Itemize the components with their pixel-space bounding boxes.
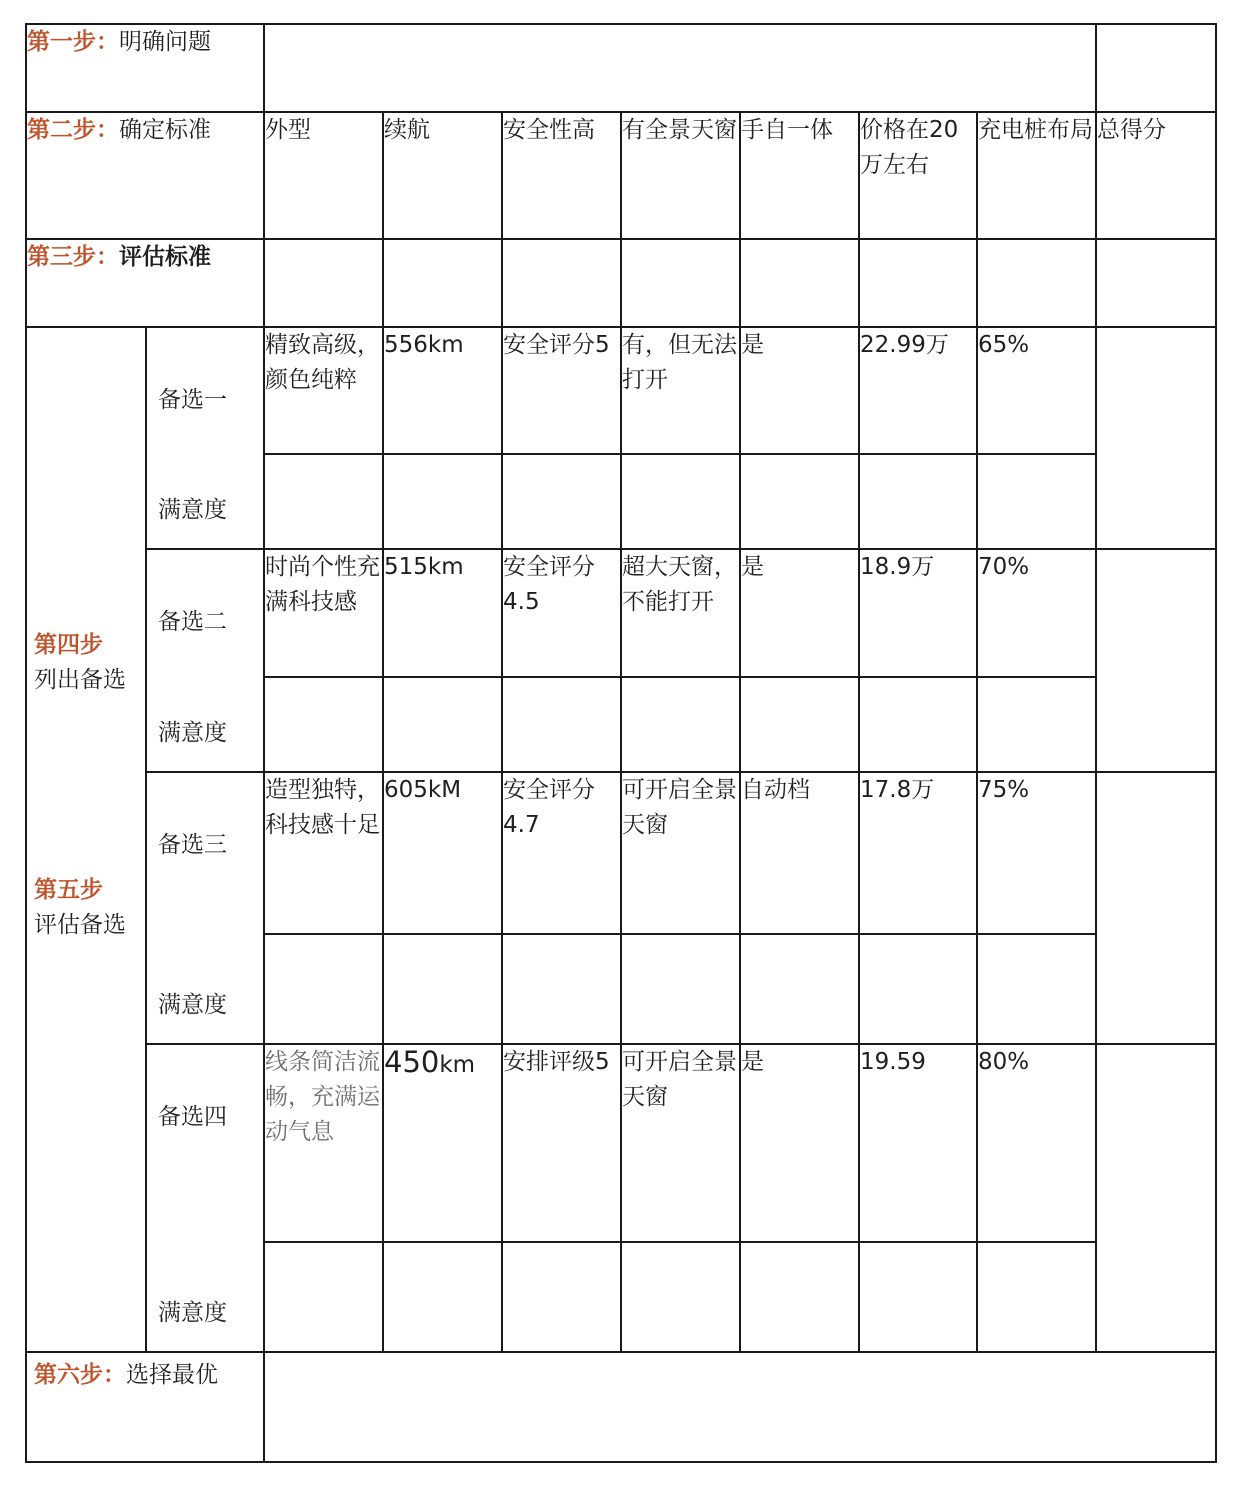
satisfaction-cell [977, 1242, 1096, 1352]
value-cell: 有，但无法打开 [621, 327, 740, 454]
step6-cell [26, 1352, 264, 1462]
criterion-header: 充电桩布局 [977, 112, 1096, 239]
value-cell: 18.9万 [859, 549, 977, 677]
value-cell: 安全评分 4.7 [502, 772, 621, 934]
step3-text: 评估标准 [119, 244, 211, 270]
criterion-header: 续航 [383, 112, 502, 239]
satisfaction-cell [383, 677, 502, 772]
alt2-values-row [26, 549, 1216, 677]
weight-cell [264, 239, 383, 327]
alt4-total-cell [1096, 1044, 1216, 1352]
alt2-name: 备选二 [158, 609, 227, 635]
value-cell: 是 [740, 327, 859, 454]
satisfaction-cell [859, 1242, 977, 1352]
step3-label: 第三步： [27, 244, 119, 270]
value-cell: 515km [383, 549, 502, 677]
step2-row [26, 112, 1216, 239]
alt3-label-cell [146, 772, 264, 1044]
value-cell: 安全评分 4.5 [502, 549, 621, 677]
satisfaction-cell [264, 1242, 383, 1352]
value-cell: 安全评分5 [502, 327, 621, 454]
step1-row [26, 24, 1216, 112]
decision-table [25, 23, 1217, 1463]
satisfaction-cell [621, 1242, 740, 1352]
alt1-values-row [26, 327, 1216, 454]
step2-text: 确定标准 [119, 117, 211, 143]
alt2-label-cell [146, 549, 264, 772]
step4-5-cell [26, 327, 146, 1352]
alt4-values-row [26, 1044, 1216, 1242]
alt4-label-cell [146, 1044, 264, 1352]
satisfaction-cell [502, 677, 621, 772]
range-unit: km [439, 1052, 476, 1078]
value-cell: 线条简洁流畅，充满运动气息 [264, 1044, 383, 1242]
value-cell: 17.8万 [859, 772, 977, 934]
criterion-header: 安全性高 [502, 112, 621, 239]
alt3-values-row [26, 772, 1216, 934]
value-cell: 造型独特，科技感十足 [264, 772, 383, 934]
satisfaction-cell [977, 677, 1096, 772]
value-cell: 时尚个性充满科技感 [264, 549, 383, 677]
satisfaction-cell [740, 454, 859, 549]
value-cell: 65% [977, 327, 1096, 454]
satisfaction-cell [859, 454, 977, 549]
satisfaction-cell [264, 677, 383, 772]
step3-row [26, 239, 1216, 327]
value-cell: 超大天窗，不能打开 [621, 549, 740, 677]
value-cell: 19.59 [859, 1044, 977, 1242]
step4-label: 第四步 [34, 632, 103, 658]
step1-cell [26, 24, 264, 112]
range-value: 450 [384, 1045, 440, 1079]
satisfaction-cell [859, 934, 977, 1044]
alt1-satisfaction-label: 满意度 [158, 497, 227, 523]
criterion-header: 有全景天窗 [621, 112, 740, 239]
weight-cell [502, 239, 621, 327]
value-cell: 22.99万 [859, 327, 977, 454]
value-cell: 80% [977, 1044, 1096, 1242]
step1-answer-cell [264, 24, 1096, 112]
satisfaction-cell [264, 454, 383, 549]
alt3-name: 备选三 [158, 832, 227, 858]
satisfaction-cell [977, 454, 1096, 549]
step1-label: 第一步： [27, 29, 119, 55]
alt2-total-cell [1096, 549, 1216, 772]
criterion-header: 价格在20万左右 [859, 112, 977, 239]
satisfaction-cell [859, 677, 977, 772]
value-cell: 70% [977, 549, 1096, 677]
alt2-satisfaction-label: 满意度 [158, 720, 227, 746]
satisfaction-cell [740, 934, 859, 1044]
value-cell [383, 1044, 502, 1242]
alt4-satisfaction-label: 满意度 [158, 1300, 227, 1326]
weight-cell [740, 239, 859, 327]
weight-cell [621, 239, 740, 327]
value-cell: 75% [977, 772, 1096, 934]
weight-cell [1096, 239, 1216, 327]
value-cell: 自动档 [740, 772, 859, 934]
value-cell: 精致高级，颜色纯粹 [264, 327, 383, 454]
satisfaction-cell [264, 934, 383, 1044]
weight-cell [383, 239, 502, 327]
step1-score-cell [1096, 24, 1216, 112]
step2-cell [26, 112, 264, 239]
satisfaction-cell [383, 934, 502, 1044]
step6-answer-cell [264, 1352, 1216, 1462]
satisfaction-cell [502, 1242, 621, 1352]
satisfaction-cell [621, 934, 740, 1044]
alt1-label-cell [146, 327, 264, 549]
step5-text: 评估备选 [34, 912, 126, 938]
satisfaction-cell [502, 454, 621, 549]
step1-text: 明确问题 [119, 29, 211, 55]
step6-label: 第六步： [34, 1362, 126, 1388]
value-cell: 可开启全景天窗 [621, 1044, 740, 1242]
step6-row [26, 1352, 1216, 1462]
value-cell: 安排评级5 [502, 1044, 621, 1242]
criterion-header: 手自一体 [740, 112, 859, 239]
alt1-name: 备选一 [158, 387, 227, 413]
value-cell: 是 [740, 1044, 859, 1242]
step4-text: 列出备选 [34, 667, 126, 693]
alt4-name: 备选四 [158, 1104, 227, 1130]
value-cell: 是 [740, 549, 859, 677]
alt3-total-cell [1096, 772, 1216, 1044]
alt3-satisfaction-label: 满意度 [158, 992, 227, 1018]
satisfaction-cell [621, 677, 740, 772]
satisfaction-cell [621, 454, 740, 549]
value-cell: 605kM [383, 772, 502, 934]
weight-cell [977, 239, 1096, 327]
satisfaction-cell [383, 1242, 502, 1352]
step3-cell [26, 239, 264, 327]
step5-label: 第五步 [34, 877, 103, 903]
step2-label: 第二步： [27, 117, 119, 143]
total-score-header: 总得分 [1096, 112, 1216, 239]
satisfaction-cell [977, 934, 1096, 1044]
criterion-header: 外型 [264, 112, 383, 239]
satisfaction-cell [502, 934, 621, 1044]
value-cell: 556km [383, 327, 502, 454]
satisfaction-cell [740, 677, 859, 772]
weight-cell [859, 239, 977, 327]
satisfaction-cell [383, 454, 502, 549]
step6-text: 选择最优 [126, 1362, 218, 1388]
alt1-total-cell [1096, 327, 1216, 549]
value-cell: 可开启全景天窗 [621, 772, 740, 934]
satisfaction-cell [740, 1242, 859, 1352]
